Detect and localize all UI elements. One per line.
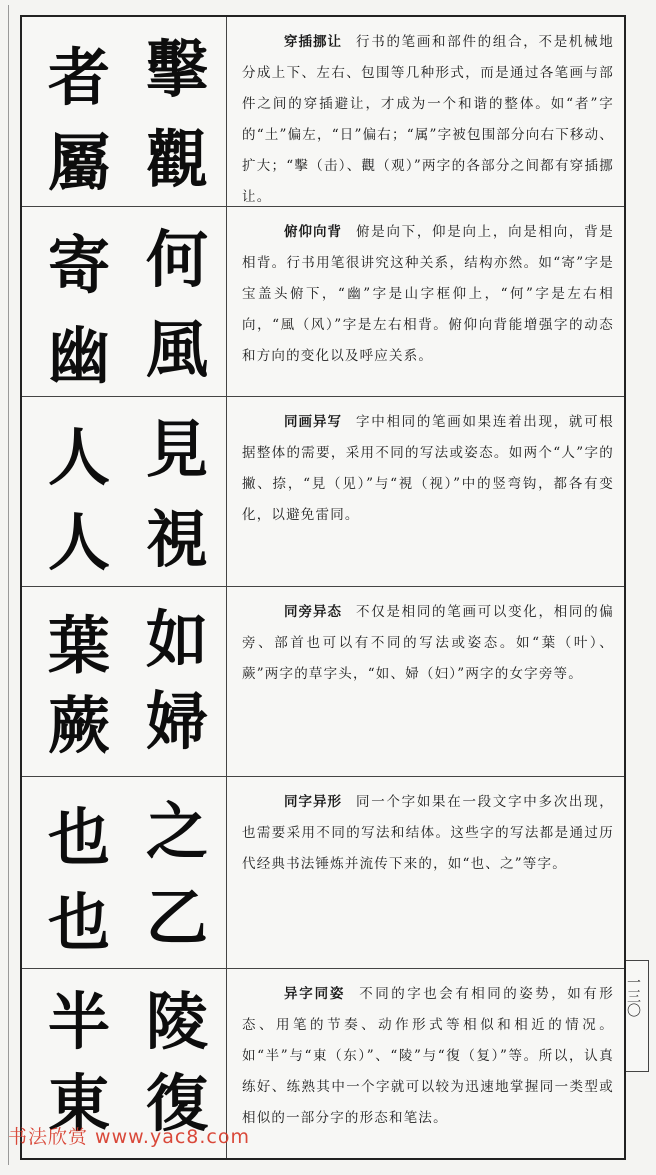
example-char: 乙	[145, 881, 208, 954]
example-char: 也	[47, 801, 110, 874]
example-char: 陵	[145, 985, 208, 1058]
example-char: 寄	[47, 229, 110, 302]
section-heading: 同字异形	[284, 794, 343, 810]
example-char: 屬	[47, 126, 110, 199]
section-row	[22, 17, 624, 207]
section-description	[242, 407, 614, 531]
example-chars	[22, 207, 227, 396]
section-row	[22, 587, 624, 777]
section-text: 行书的笔画和部件的组合，不是机械地分成上下、左右、包围等几种形式，而是通过各笔画与部件之间的穿插避让，才成为一个和谐的整体。如“者”字的“土”偏左，“日”偏右；“属”字被包围部分向右下移动、扩大；“擊（击）、觀（观）”两字的各部分之间都有穿插挪让。	[242, 34, 615, 205]
example-char: 如	[145, 603, 208, 676]
section-description	[242, 597, 614, 690]
example-chars	[22, 17, 227, 206]
section-row	[22, 207, 624, 397]
example-char: 視	[145, 503, 208, 576]
example-char: 幽	[47, 319, 110, 392]
section-description	[242, 27, 614, 213]
example-chars	[22, 397, 227, 586]
page-number: 一三〇	[625, 975, 641, 1017]
example-char: 見	[145, 413, 208, 486]
section-row	[22, 777, 624, 969]
section-heading: 俯仰向背	[284, 224, 343, 240]
section-text: 不仅是相同的笔画可以变化，相同的偏旁、部首也可以有不同的写法或姿态。如“葉（叶）、蕨”两字的草字头，“如、婦（妇）”两字的女字旁等。	[242, 604, 615, 682]
example-chars	[22, 777, 227, 968]
example-char: 觀	[145, 123, 208, 196]
example-char: 復	[145, 1067, 208, 1140]
section-text: 俯是向下，仰是向上，向是相向，背是相背。行书用笔很讲究这种关系，结构亦然。如“寄”字是宝盖头俯下，“幽”字是山字框仰上，“何”字是左右相向，“風（风）”字是左右相背。俯仰向背能增强字的动态和方向的变化以及呼应关系。	[242, 224, 615, 364]
example-char: 東	[47, 1067, 110, 1140]
section-description	[242, 217, 614, 372]
example-char: 半	[47, 985, 110, 1058]
section-heading: 异字同姿	[284, 986, 346, 1002]
example-char: 擊	[145, 33, 208, 106]
example-chars	[22, 587, 227, 776]
section-heading: 穿插挪让	[284, 34, 343, 50]
example-char: 風	[145, 313, 208, 386]
section-description	[242, 787, 614, 880]
section-text: 字中相同的笔画如果连着出现，就可根据整体的需要，采用不同的写法或姿态。如两个“人”字的撇、捺，“見（见）”与“視（视）”中的竖弯钩，都各有变化，以避免雷同。	[242, 414, 615, 523]
example-char: 人	[47, 421, 110, 494]
section-text: 不同的字也会有相同的姿势，如有形态、用笔的节奏、动作形式等相似和相近的情况。如“半”与“東（东）”、“陵”与“復（复）”等。所以，认真练好、练熟其中一个字就可以较为迅速地掌握同一类型或相似的一部分字的形态和笔法。	[242, 986, 615, 1126]
example-char: 婦	[145, 685, 208, 758]
example-char: 葉	[47, 609, 110, 682]
section-row	[22, 397, 624, 587]
example-char: 人	[47, 506, 110, 579]
section-description	[242, 979, 614, 1134]
example-char: 蕨	[47, 689, 110, 762]
example-char: 之	[145, 795, 208, 868]
example-char: 也	[47, 886, 110, 959]
example-char: 何	[145, 223, 208, 296]
margin-line	[8, 5, 9, 1165]
site-watermark: 书法欣赏 www.yac8.com	[8, 1126, 250, 1148]
section-heading: 同旁异态	[284, 604, 343, 620]
table-frame	[20, 15, 626, 1160]
section-text: 同一个字如果在一段文字中多次出现，也需要采用不同的写法和结体。这些字的写法都是通过历代经典书法锤炼并流传下来的，如“也、之”等字。	[242, 794, 615, 872]
section-heading: 同画异写	[284, 414, 343, 430]
example-char: 者	[47, 41, 110, 114]
